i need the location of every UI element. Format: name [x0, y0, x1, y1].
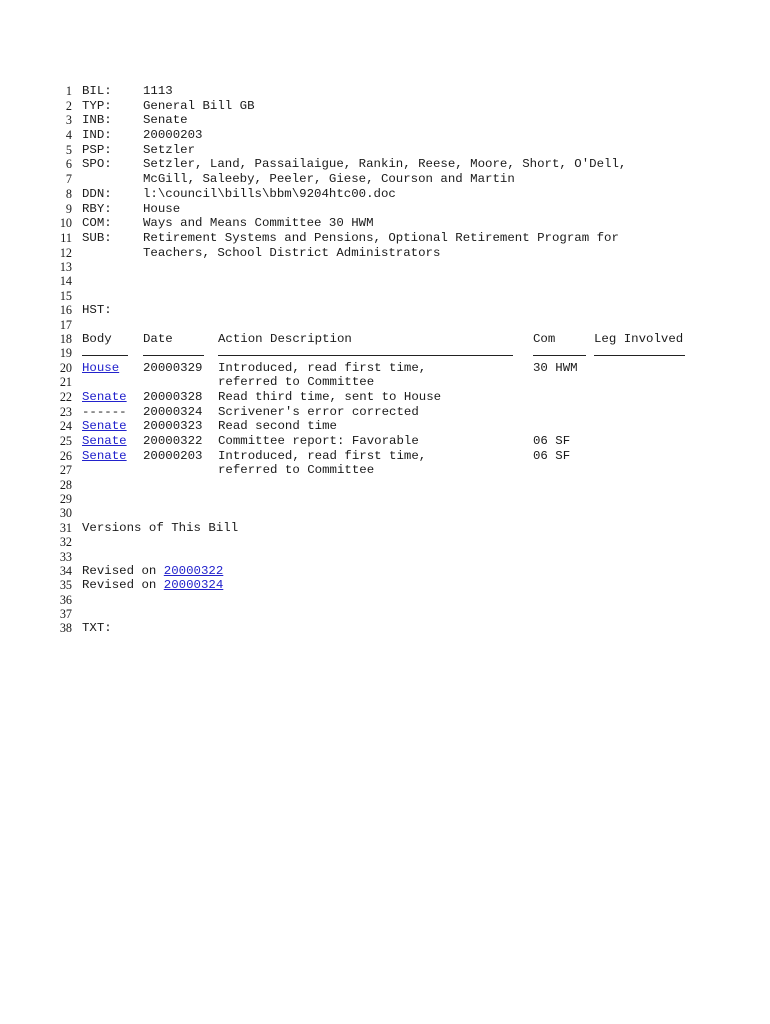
blank-line: [0, 607, 770, 621]
field-key: BIL:: [82, 84, 112, 98]
table-row: [0, 434, 770, 449]
table-row: [0, 463, 770, 478]
field-value: McGill, Saleeby, Peeler, Giese, Courson and Martin: [143, 172, 515, 187]
version-item: [0, 578, 770, 593]
line-number: 35: [59, 578, 72, 593]
subject-continued-row: [0, 246, 770, 261]
action-description: Read second time: [218, 419, 337, 434]
table-row: [0, 375, 770, 390]
line-number: 12: [59, 245, 72, 260]
line-number: 6: [65, 157, 72, 172]
table-row: [0, 449, 770, 464]
line-number: 3: [65, 113, 72, 128]
field-value: House: [143, 201, 181, 216]
field-key: SUB:: [82, 230, 112, 245]
line-number: 32: [59, 535, 72, 550]
field-value: l:\council\bills\bbm\9204htc00.doc: [143, 186, 396, 201]
history-table-header: [0, 332, 770, 347]
version-line: [82, 578, 223, 593]
action-description: referred to Committee: [218, 463, 375, 478]
sponsors-continued-row: [0, 172, 770, 187]
field-key: RBY:: [82, 201, 112, 216]
line-number: 33: [59, 549, 72, 564]
history-label: HST:: [82, 302, 112, 317]
body-link-senate[interactable]: Senate: [82, 434, 127, 448]
line-number: 23: [59, 404, 72, 419]
line-number: 8: [65, 186, 72, 201]
line-number: 16: [59, 302, 72, 317]
line-number: 21: [59, 375, 72, 390]
committee-code: 06 SF: [533, 434, 571, 448]
blank-line: [0, 550, 770, 564]
line-number: 34: [59, 563, 72, 578]
column-header-leg: Leg Involved: [594, 331, 684, 346]
blank-line: [0, 318, 770, 332]
version-item: [0, 564, 770, 579]
bill-number-row: [0, 84, 770, 99]
text-label: TXT:: [82, 621, 112, 636]
action-date: 20000322: [143, 434, 203, 448]
line-number: 30: [59, 506, 72, 521]
action-description: Introduced, read first time,: [218, 448, 427, 463]
field-value: 1113: [143, 84, 173, 98]
line-number: 29: [59, 492, 72, 507]
action-description: referred to Committee: [218, 375, 375, 390]
body-link-house[interactable]: House: [82, 360, 120, 375]
line-number: 9: [65, 201, 72, 216]
line-number: 14: [59, 274, 72, 289]
field-key: PSP:: [82, 142, 112, 157]
history-label-row: [0, 303, 770, 318]
body-link-senate[interactable]: Senate: [82, 419, 127, 434]
subject-row: [0, 231, 770, 246]
divider: [143, 355, 204, 356]
text-label-row: [0, 621, 770, 636]
field-value: General Bill GB: [143, 98, 255, 113]
field-key: TYP:: [82, 98, 112, 113]
line-number: 20: [59, 360, 72, 375]
line-number: 5: [65, 142, 72, 157]
line-number: 1: [65, 84, 72, 98]
committee-code: 30 HWM: [533, 360, 578, 375]
column-header-action: Action Description: [218, 331, 352, 346]
line-number: 36: [59, 593, 72, 608]
action-date: 20000324: [143, 404, 203, 419]
version-link[interactable]: 20000322: [163, 563, 224, 578]
blank-line: [0, 506, 770, 520]
body-link-senate[interactable]: Senate: [82, 448, 127, 463]
line-number: 28: [59, 478, 72, 493]
column-header-body: Body: [82, 331, 112, 346]
version-link[interactable]: 20000324: [163, 578, 224, 593]
version-prefix: Revised on: [82, 563, 164, 578]
body-placeholder: ------: [82, 404, 127, 419]
bill-type-row: [0, 99, 770, 114]
committee-code: 06 SF: [533, 448, 571, 463]
action-date: 20000203: [143, 448, 203, 463]
divider: [82, 355, 128, 356]
field-value: 20000203: [143, 128, 203, 143]
field-key: IND:: [82, 128, 112, 143]
action-description: Introduced, read first time,: [218, 360, 427, 375]
blank-line: [0, 492, 770, 506]
column-header-date: Date: [143, 331, 173, 346]
line-number: 11: [60, 230, 72, 245]
introduced-body-row: [0, 113, 770, 128]
action-description: Committee report: Favorable: [218, 434, 419, 448]
committee-row: [0, 216, 770, 231]
line-number: 26: [59, 448, 72, 463]
field-value: Setzler, Land, Passailaigue, Rankin, Reese, Moore, Short, O'Dell,: [143, 157, 627, 172]
bill-document: [0, 84, 770, 636]
introduced-date-row: [0, 128, 770, 143]
line-number: 27: [59, 463, 72, 478]
blank-line: [0, 478, 770, 492]
table-row: [0, 361, 770, 376]
primary-sponsor-row: [0, 143, 770, 158]
field-value: Retirement Systems and Pensions, Optional Retirement Program for: [143, 230, 619, 245]
line-number: 17: [59, 317, 72, 332]
action-description: Read third time, sent to House: [218, 389, 442, 404]
line-number: 15: [59, 288, 72, 303]
body-link-senate[interactable]: Senate: [82, 389, 127, 404]
table-row: [0, 405, 770, 420]
versions-title-row: [0, 521, 770, 536]
table-row: [0, 390, 770, 405]
field-key: SPO:: [82, 157, 112, 172]
line-number: 31: [59, 520, 72, 535]
field-key: INB:: [82, 113, 112, 128]
document-name-row: [0, 187, 770, 202]
blank-line: [0, 593, 770, 607]
version-prefix: Revised on: [82, 578, 164, 593]
action-date: 20000329: [143, 360, 203, 375]
received-by-row: [0, 202, 770, 217]
field-value: Senate: [143, 113, 188, 128]
line-number: 18: [59, 331, 72, 346]
line-number: 7: [65, 172, 72, 187]
blank-line: [0, 260, 770, 274]
line-number: 19: [59, 346, 72, 361]
line-number: 24: [59, 419, 72, 434]
line-number: 4: [65, 128, 72, 143]
line-number: 37: [59, 607, 72, 622]
action-description: Scrivener's error corrected: [218, 404, 419, 419]
sponsors-row: [0, 157, 770, 172]
blank-line: [0, 535, 770, 549]
line-number: 2: [65, 98, 72, 113]
divider: [533, 355, 586, 356]
blank-line: [0, 289, 770, 303]
blank-line: [0, 274, 770, 288]
header-underline-row: [0, 346, 770, 360]
line-number: 38: [59, 621, 72, 636]
column-header-com: Com: [533, 331, 556, 346]
action-date: 20000328: [143, 389, 203, 404]
field-value: Ways and Means Committee 30 HWM: [143, 216, 374, 231]
field-key: DDN:: [82, 186, 112, 201]
line-number: 25: [59, 434, 72, 448]
divider: [218, 355, 513, 356]
field-key: COM:: [82, 216, 112, 231]
action-date: 20000323: [143, 419, 203, 434]
field-value: Setzler: [143, 142, 196, 157]
line-number: 22: [59, 389, 72, 404]
versions-title: Versions of This Bill: [82, 520, 239, 535]
divider: [594, 355, 685, 356]
version-line: [82, 564, 223, 579]
field-value: Teachers, School District Administrators: [143, 245, 441, 260]
line-number: 10: [59, 216, 72, 231]
line-number: 13: [59, 260, 72, 275]
table-row: [0, 419, 770, 434]
